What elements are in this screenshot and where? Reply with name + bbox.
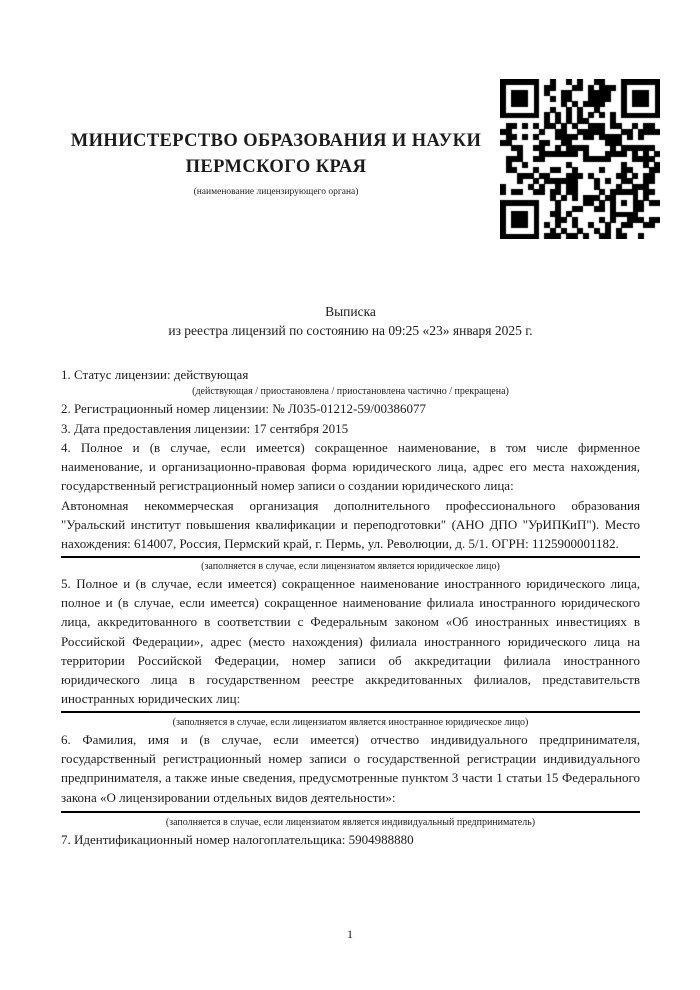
item-foreign-entity-label: 5. Полное и (в случае, если имеется) сокращенное наименование иностранного юридического лица, полное и (в случае, если имеется) сокращенное наименование филиала иностранного юридического лица, аккредитованного в соответствии с Федеральным законом «Об иностранных инвестициях в Российской Федерации», адрес (место нахождения) филиала иностранного юридического лица на территории Российской Федерации, номер записи об аккредитации филиала иностранного юридического лица в государственном реестре аккредитованных филиалов, представительств иностранных юридических лиц: [61, 575, 640, 707]
qr-code-icon [500, 79, 660, 239]
item-entrepreneur-label: 6. Фамилия, имя и (в случае, если имеется) отчество индивидуального предпринимателя, государственный регистрационный номер записи о государственной регистрации индивидуального предпринимателя, а также иные сведения, предусмотренные пунктом 3 части 1 статьи 15 Федерального закона «О лицензировании отдельных видов деятельности»: [61, 731, 640, 805]
ministry-name-line2: ПЕРМСКОГО КРАЯ [185, 157, 367, 177]
document-title [61, 303, 640, 340]
item-legal-entity-value: Автономная некоммерческая организация дополнительного профессионального образования "Уральский институт повышения квалификации и переподготовки" (АНО ДПО "УрИПКиП"). Место нахождения: 614007, Россия, Пермский край, г. Пермь, ул. Революции, д. 5/1. ОГРН: 1125900001182. [61, 496, 640, 558]
item-foreign-entity-note: (заполняется в случае, если лицензиатом является иностранное юридическое лицо) [172, 716, 529, 728]
licensing-authority-caption: (наименование лицензирующего органа) [193, 187, 359, 197]
ministry-name-line1: МИНИСТЕРСТВО ОБРАЗОВАНИЯ И НАУКИ [70, 131, 482, 151]
document-title-line1: Выписка [325, 304, 376, 319]
item-registration-number: 2. Регистрационный номер лицензии: № Л035-01212-59/00386077 [61, 401, 427, 417]
item-grant-date: 3. Дата предоставления лицензии: 17 сентября 2015 [61, 420, 349, 436]
foreign-entity-empty-fill-line [61, 711, 640, 713]
document-title-line2: из реестра лицензий по состоянию на 09:25 «23» января 2025 г. [168, 322, 533, 338]
qr-code-image [500, 79, 660, 239]
entrepreneur-empty-fill-line [61, 811, 640, 813]
item-license-status-note: (действующая / приостановлена / приостановлена частично / прекращена) [192, 386, 509, 398]
item-taxpayer-number: 7. Идентификационный номер налогоплательщика: 5904988880 [61, 831, 414, 847]
licensing-authority-header [62, 128, 490, 198]
item-legal-entity-label: 4. Полное и (в случае, если имеется) сокращенное наименование, в том числе фирменное наименование, и организационно-правовая форма юридического лица, адрес его места нахождения, государственный регистрационный номер записи о создании юридического лица: [61, 439, 640, 494]
page-number: 1 [347, 927, 353, 941]
item-entrepreneur-note: (заполняется в случае, если лицензиатом является индивидуальный предприниматель) [165, 816, 536, 828]
item-legal-entity-note: (заполняется в случае, если лицензиатом является юридическое лицо) [201, 560, 500, 572]
document-body [61, 365, 640, 849]
item-license-status: 1. Статус лицензии: действующая [61, 367, 249, 382]
